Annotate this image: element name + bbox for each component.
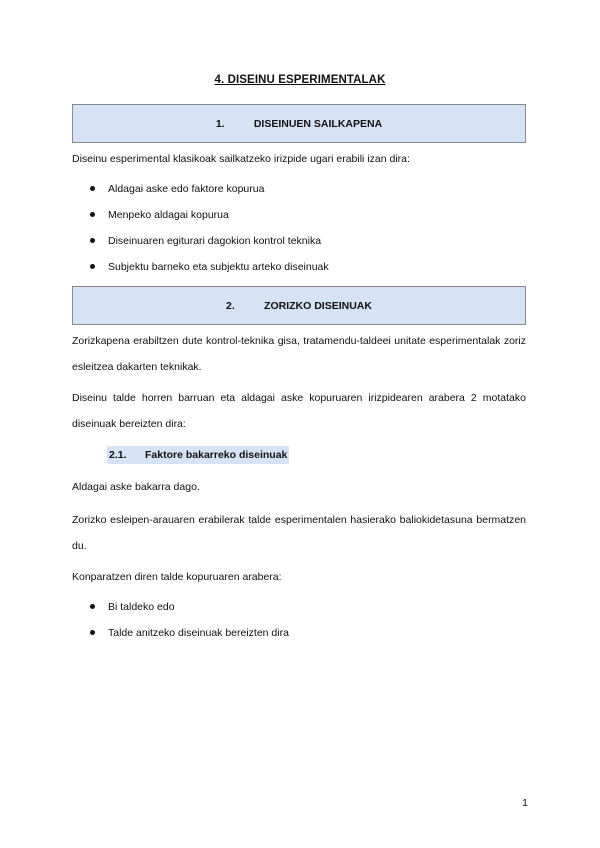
section-number: 2. [226, 299, 235, 312]
document-title: 4. DISEINU ESPERIMENTALAK [214, 74, 386, 86]
subsection-paragraph-1: Aldagai aske bakarra dago. [72, 481, 200, 493]
list-item-text: Subjektu barneko eta subjektu arteko diseinuak [108, 261, 329, 273]
list-item [90, 620, 520, 646]
section2-paragraph-1: Zorizkapena erabiltzen dute kontrol-teknika gisa, tratamendu-taldeei unitate esperimentalak zoriz esleitzea dakarten teknikak. [72, 335, 526, 373]
bullet-icon [90, 264, 95, 269]
list-item [90, 254, 520, 280]
list-item-text: Talde anitzeko diseinuak bereizten dira [108, 627, 289, 639]
subsection-paragraph-2: Zorizko esleipen-arauaren erabilerak talde esperimentalen hasierako baliokidetasuna bermatzen du. [72, 514, 526, 552]
section2-paragraph-2: Diseinu talde horren barruan eta aldagai aske kopuruaren irizpidearen arabera 2 motatako diseinuak bereizten dira: [72, 392, 526, 430]
list-item-text: Bi taldeko edo [108, 601, 175, 613]
subsection-paragraph-3: Konparatzen diren talde kopuruaren arabera: [72, 571, 282, 583]
list-item-text: Menpeko aldagai kopurua [108, 209, 229, 221]
bullet-icon [90, 212, 95, 217]
bullet-icon [90, 630, 95, 635]
subsection-bullet-list [90, 594, 520, 646]
list-item [90, 228, 520, 254]
list-item [90, 594, 520, 620]
section-heading-zorizko-diseinuak [72, 286, 526, 325]
section-title: ZORIZKO DISEINUAK [264, 299, 372, 312]
bullet-icon [90, 186, 95, 191]
section-number: 1. [215, 117, 225, 130]
page-number: 1 [522, 797, 528, 809]
list-item [90, 176, 520, 202]
section1-intro: Diseinu esperimental klasikoak sailkatzeko irizpide ugari erabili izan dira: [72, 153, 410, 165]
bullet-icon [90, 604, 95, 609]
section1-bullet-list [90, 176, 520, 280]
section-title: DISEINUEN SAILKAPENA [253, 117, 383, 130]
subsection-title: Faktore bakarreko diseinuak [145, 449, 288, 461]
list-item-text: Aldagai aske edo faktore kopurua [108, 183, 265, 195]
bullet-icon [90, 238, 95, 243]
section-heading-diseinuen-sailkapena [72, 104, 526, 143]
list-item-text: Diseinuaren egiturari dagokion kontrol teknika [108, 235, 322, 247]
list-item [90, 202, 520, 228]
subsection-number: 2.1. [109, 449, 127, 461]
subsection-heading-faktore-bakarreko [107, 446, 289, 464]
